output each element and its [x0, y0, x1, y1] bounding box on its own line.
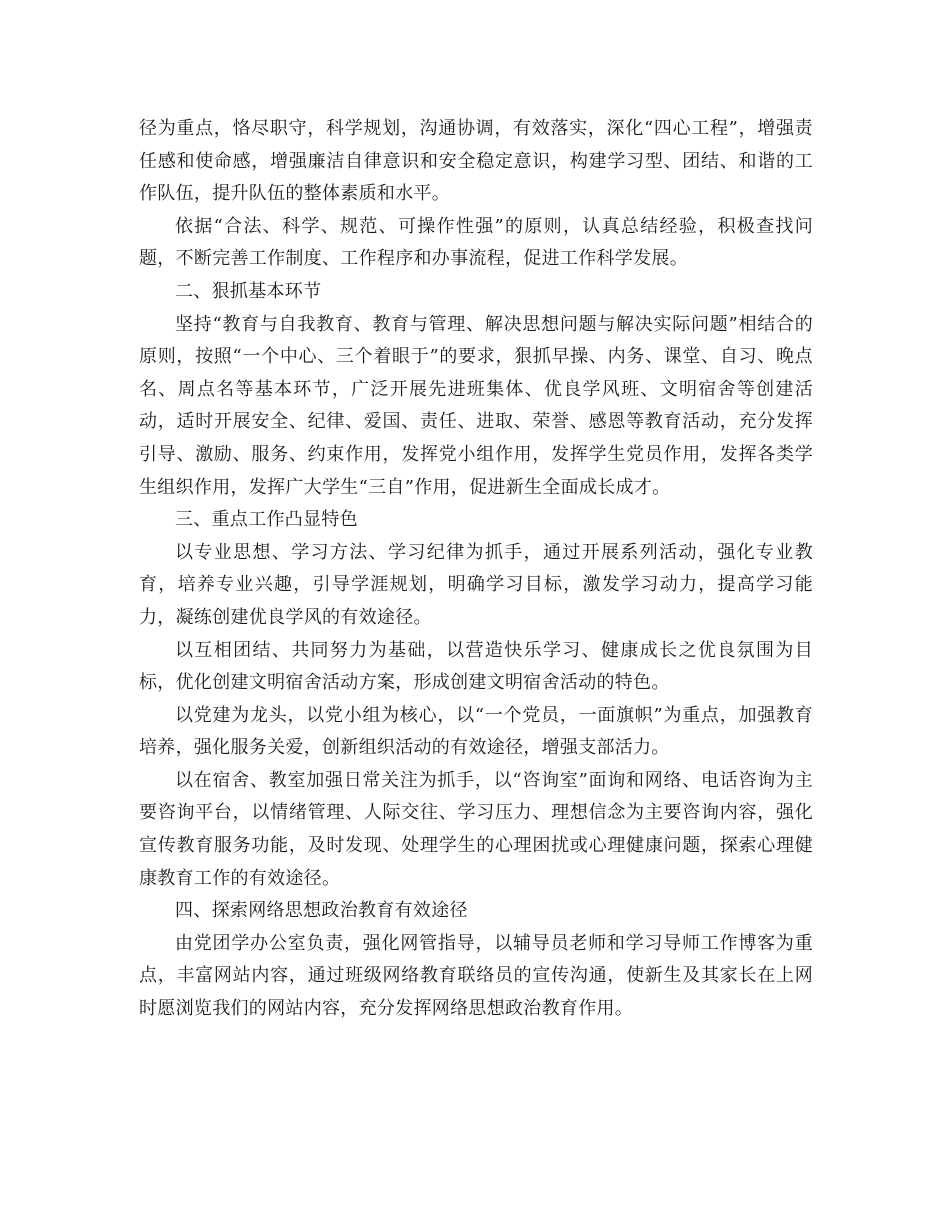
paragraph-continued: 径为重点，恪尽职守，科学规划，沟通协调，有效落实，深化“四心工程”，增强责任感和使命感，增强廉洁自律意识和安全稳定意识，构建学习型、团结、和谐的工作队伍，提升队伍的整体素质和水平。 [139, 118, 813, 205]
section-heading-4: 四、探索网络思想政治教育有效途径 [175, 900, 468, 922]
paragraph-party-building: 以党建为龙头，以党小组为核心，以“一个党员，一面旗帜”为重点，加强教育培养，强化服务关爱，创新组织活动的有效途径，增强支部活力。 [139, 704, 813, 759]
paragraph-basic-links: 坚持“教育与自我教育、教育与管理、解决思想问题与解决实际问题”相结合的原则，按照“一个中心、三个着眼于”的要求，狠抓早操、内务、课堂、自习、晚点名、周点名等基本环节，广泛开展先进班集体、优良学风班、文明宿舍等创建活动，适时开展安全、纪律、爱国、责任、进取、荣誉、感恩等教育活动，充分发挥引导、激励、服务、约束作用，发挥党小组作用，发挥学生党员作用，发挥各类学生组织作用，发挥广大学生“三自”作用，促进新生全面成长成才。 [139, 313, 813, 498]
paragraph-dormitory: 以互相团结、共同努力为基础，以营造快乐学习、健康成长之优良氛围为目标，优化创建文明宿舍活动方案，形成创建文明宿舍活动的特色。 [139, 639, 813, 694]
paragraph-counseling: 以在宿舍、教室加强日常关注为抓手，以“咨询室”面询和网络、电话咨询为主要咨询平台，以情绪管理、人际交往、学习压力、理想信念为主要咨询内容，强化宣传教育服务功能，及时发现、处理学生的心理困扰或心理健康问题，探索心理健康教育工作的有效途径。 [139, 769, 813, 889]
paragraph-principles: 依据“合法、科学、规范、可操作性强”的原则，认真总结经验，积极查找问题，不断完善工作制度、工作程序和办事流程，促进工作科学发展。 [139, 215, 813, 270]
section-heading-2: 二、狠抓基本环节 [175, 280, 322, 302]
paragraph-network-education: 由党团学办公室负责，强化网管指导，以辅导员老师和学习导师工作博客为重点，丰富网站内容，通过班级网络教育联络员的宣传沟通，使新生及其家长在上网时愿浏览我们的网站内容，充分发挥网络思想政治教育作用。 [139, 932, 813, 1020]
section-heading-3: 三、重点工作凸显特色 [175, 509, 358, 531]
paragraph-study-style: 以专业思想、学习方法、学习纪律为抓手，通过开展系列活动，强化专业教育，培养专业兴趣，引导学涯规划，明确学习目标，激发学习动力，提高学习能力，凝练创建优良学风的有效途径。 [139, 541, 813, 628]
document-body [139, 113, 813, 1026]
